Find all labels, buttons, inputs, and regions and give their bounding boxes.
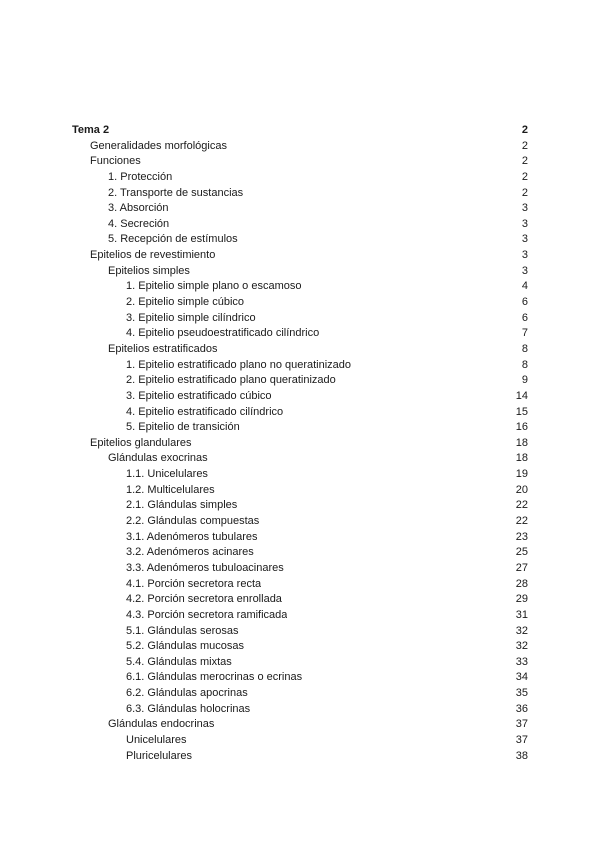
toc-entry-page-number: 22 [515,499,528,512]
toc-entry-page-number: 32 [515,640,528,653]
toc-entry-page-number: 6 [521,296,528,309]
toc-entry-title: 2.1. Glándulas simples [126,499,238,512]
toc-entry[interactable] [72,498,528,514]
toc-entry[interactable] [72,420,528,436]
toc-entry-title: 3.2. Adenómeros acinares [126,546,254,559]
toc-entry-page-number: 19 [515,468,528,481]
toc-entry-page-number: 38 [515,749,528,762]
toc-entry[interactable] [72,358,528,374]
toc-entry-title: 3.3. Adenómeros tubuloacinares [126,561,284,574]
toc-entry-title: 2. Epitelio estratificado plano queratinizado [126,374,336,387]
toc-entry-page-number: 15 [515,405,528,418]
toc-entry-title: 6.2. Glándulas apocrinas [126,687,248,700]
toc-entry-title: 3.1. Adenómeros tubulares [126,530,258,543]
toc-entry[interactable] [72,655,528,671]
toc-entry-page-number: 31 [515,608,528,621]
toc-entry[interactable] [72,326,528,342]
toc-entry-page-number: 2 [521,139,528,152]
toc-entry-title: Funciones [90,155,141,168]
toc-entry-title: 3. Epitelio simple cilíndrico [126,311,256,324]
toc-entry-title: 4.3. Porción secretora ramificada [126,608,288,621]
toc-entry-title: 4. Epitelio estratificado cilíndrico [126,405,284,418]
toc-entry-title: 5. Epitelio de transición [126,421,240,434]
toc-entry-page-number: 8 [521,342,528,355]
toc-entry-page-number: 6 [521,311,528,324]
toc-entry[interactable] [72,186,528,202]
toc-entry-page-number: 4 [521,280,528,293]
toc-entry-page-number: 9 [521,374,528,387]
toc-entry[interactable] [72,295,528,311]
toc-entry-title: 5.2. Glándulas mucosas [126,640,245,653]
toc-entry[interactable] [72,123,528,139]
toc-entry[interactable] [72,483,528,499]
toc-entry-page-number: 35 [515,687,528,700]
toc-entry[interactable] [72,279,528,295]
toc-entry-page-number: 36 [515,702,528,715]
toc-entry[interactable] [72,217,528,233]
toc-entry-page-number: 29 [515,593,528,606]
toc-entry-page-number: 34 [515,671,528,684]
toc-entry-title: 3. Absorción [108,202,169,215]
toc-entry[interactable] [72,624,528,640]
toc-entry-title: 2. Epitelio simple cúbico [126,296,245,309]
toc-entry[interactable] [72,467,528,483]
toc-entry-page-number: 3 [521,264,528,277]
toc-entry-page-number: 25 [515,546,528,559]
toc-entry-title: 5. Recepción de estímulos [108,233,238,246]
toc-entry-page-number: 18 [515,436,528,449]
toc-entry[interactable] [72,139,528,155]
toc-entry-title: 1. Protección [108,170,173,183]
toc-entry-page-number: 8 [521,358,528,371]
toc-entry-title: 5.4. Glándulas mixtas [126,655,232,668]
toc-entry[interactable] [72,577,528,593]
toc-entry-title: 1.1. Unicelulares [126,468,208,481]
toc-entry[interactable] [72,733,528,749]
toc-entry[interactable] [72,311,528,327]
toc-entry-page-number: 16 [515,421,528,434]
toc-entry[interactable] [72,702,528,718]
toc-entry-title: 4.2. Porción secretora enrollada [126,593,282,606]
toc-entry-page-number: 2 [521,170,528,183]
toc-entry-page-number: 2 [521,186,528,199]
toc-entry[interactable] [72,561,528,577]
toc-entry-title: Glándulas endocrinas [108,718,215,731]
toc-entry-page-number: 7 [521,327,528,340]
toc-entry-page-number: 27 [515,561,528,574]
toc-entry[interactable] [72,389,528,405]
toc-entry-title: 4. Secreción [108,217,170,230]
toc-entry-title: 2.2. Glándulas compuestas [126,515,260,528]
toc-entry-title: Epitelios simples [108,264,190,277]
toc-entry-title: 6.1. Glándulas merocrinas o ecrinas [126,671,303,684]
toc-entry-title: Unicelulares [126,733,187,746]
toc-entry-page-number: 20 [515,483,528,496]
toc-entry[interactable] [72,405,528,421]
toc-entry-title: Pluricelulares [126,749,193,762]
toc-entry[interactable] [72,451,528,467]
toc-entry-title: Tema 2 [72,124,110,136]
toc-entry-title: Glándulas exocrinas [108,452,208,465]
toc-entry[interactable] [72,232,528,248]
toc-entry-page-number: 37 [515,733,528,746]
toc-entry[interactable] [72,436,528,452]
toc-entry[interactable] [72,170,528,186]
toc-entry[interactable] [72,608,528,624]
toc-entry[interactable] [72,749,528,765]
toc-entry-page-number: 37 [515,718,528,731]
toc-entry[interactable] [72,201,528,217]
toc-entry-title: 1. Epitelio estratificado plano no queratinizado [126,358,352,371]
toc-entry-title: Epitelios estratificados [108,342,218,355]
toc-entry-page-number: 23 [515,530,528,543]
toc-entry[interactable] [72,514,528,530]
toc-entry[interactable] [72,342,528,358]
toc-entry-page-number: 3 [521,217,528,230]
toc-entry-page-number: 2 [521,124,528,136]
toc-entry[interactable] [72,248,528,264]
toc-entry-title: 1.2. Multicelulares [126,483,215,496]
toc-entry-title: 4.1. Porción secretora recta [126,577,262,590]
toc-entry-title: 5.1. Glándulas serosas [126,624,239,637]
toc-entry[interactable] [72,717,528,733]
toc-entry-title: 1. Epitelio simple plano o escamoso [126,280,302,293]
toc-entry-page-number: 18 [515,452,528,465]
toc-entry-title: 2. Transporte de sustancias [108,186,244,199]
toc-entry-title: 3. Epitelio estratificado cúbico [126,389,272,402]
toc-entry-title: 4. Epitelio pseudoestratificado cilíndrico [126,327,320,340]
toc-entry-page-number: 2 [521,155,528,168]
toc-entry[interactable] [72,530,528,546]
toc-entry-title: Epitelios de revestimiento [90,249,216,262]
toc-entry[interactable] [72,670,528,686]
toc-entry-page-number: 28 [515,577,528,590]
toc-entry-page-number: 33 [515,655,528,668]
toc-entry-title: 6.3. Glándulas holocrinas [126,702,251,715]
toc-entry-page-number: 14 [515,389,528,402]
toc-entry-title: Epitelios glandulares [90,436,192,449]
toc-entry-page-number: 3 [521,233,528,246]
toc-entry[interactable] [72,154,528,170]
toc-entry[interactable] [72,373,528,389]
toc-entry[interactable] [72,686,528,702]
toc-entry-page-number: 32 [515,624,528,637]
toc-entry[interactable] [72,639,528,655]
toc-entry[interactable] [72,592,528,608]
toc-entry-page-number: 3 [521,202,528,215]
toc-entry-page-number: 22 [515,515,528,528]
toc-entry[interactable] [72,545,528,561]
toc-entry[interactable] [72,264,528,280]
toc-entry-title: Generalidades morfológicas [90,139,227,152]
toc-entry-page-number: 3 [521,249,528,262]
table-of-contents [72,123,528,764]
